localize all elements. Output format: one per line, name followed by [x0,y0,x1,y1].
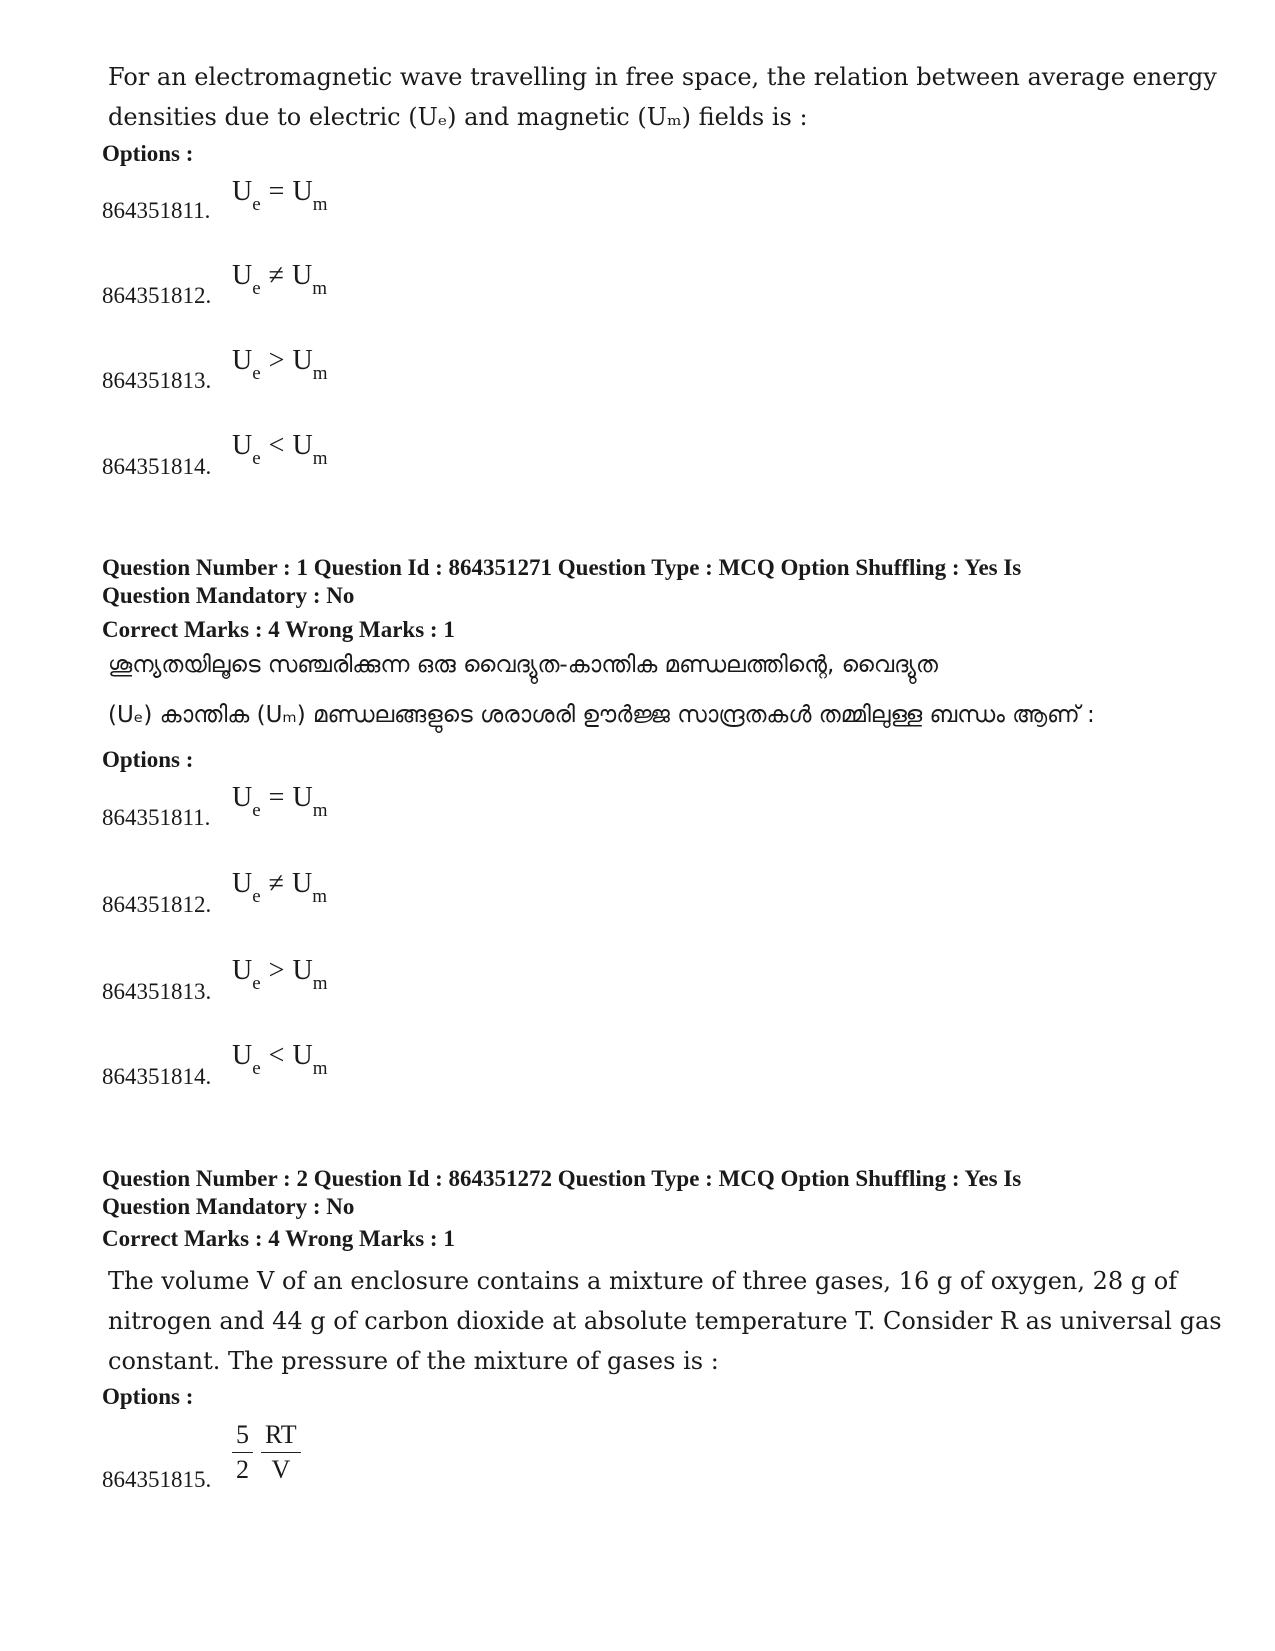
option-id: 864351812. [102,283,212,308]
option-id: 864351811. [102,805,211,830]
fraction [261,1418,301,1487]
option-expression: $U_e < U_m$ [232,1040,328,1079]
question-header [102,554,1021,610]
question-header-line: Question Number : 2 Question Id : 864351272 Question Type : MCQ Option Shuffling : Yes Is [102,1166,1022,1191]
question-text-line: ശൂന്യതയിലൂടെ സഞ്ചരിക്കുന്ന ഒരു വൈദ്യുത-കാന്തിക മണ്ഡലത്തിന്റെ, വൈദ്യുത [108,652,938,678]
option-id: 864351814. [102,454,212,479]
question-marks: Correct Marks : 4 Wrong Marks : 1 [102,617,455,642]
question-text-line: nitrogen and 44 g of carbon dioxide at absolute temperature T. Consider R as universal gas [108,1307,1222,1335]
question-text-malayalam [108,640,1188,740]
fraction-numerator: 5 [232,1418,253,1453]
question-text-line: The volume V of an enclosure contains a mixture of three gases, 16 g of oxygen, 28 g of [108,1267,1178,1295]
fraction-numerator: RT [261,1418,301,1453]
fraction-denominator: 2 [236,1455,249,1484]
options-label: Options : [102,747,194,772]
option-expression: $U_e \ne U_m$ [232,260,328,299]
option-expression: $U_e > U_m$ [232,955,328,994]
options-label: Options : [102,1384,194,1409]
fraction-denominator: V [271,1455,291,1484]
option-expression-fraction [232,1418,309,1487]
option-id: 864351814. [102,1064,212,1089]
option-expression: $U_e = U_m$ [232,782,328,821]
option-id: 864351815. [102,1467,212,1492]
question-header-line: Question Mandatory : No [102,1194,355,1219]
question-text-line: (Uₑ) കാന്തിക (Uₘ) മണ്ഡലങ്ങളുടെ ശരാശരി ഊർജ്ജ സാന്ദ്രതകൾ തമ്മിലുള്ള ബന്ധം ആണ് : [108,702,1095,728]
option-id: 864351812. [102,892,212,917]
question-marks: Correct Marks : 4 Wrong Marks : 1 [102,1226,455,1251]
option-id: 864351811. [102,198,211,223]
option-expression: $U_e < U_m$ [232,430,328,469]
option-expression: $U_e = U_m$ [232,176,328,215]
option-expression: $U_e \ne U_m$ [232,868,328,907]
question-text-english [108,1261,1222,1381]
options-label: Options : [102,141,194,166]
question-header-line: Question Number : 1 Question Id : 864351271 Question Type : MCQ Option Shuffling : Yes Is [102,555,1022,580]
question-header-line: Question Mandatory : No [102,583,355,608]
fraction [232,1418,253,1487]
question-header [102,1165,1021,1221]
question-text-line: constant. The pressure of the mixture of gases is : [108,1347,719,1375]
option-id: 864351813. [102,979,212,1004]
option-expression: $U_e > U_m$ [232,345,328,384]
question-text-line: For an electromagnetic wave travelling in free space, the relation between average energy [108,63,1217,91]
question-text-line: densities due to electric (Uₑ) and magnetic (Uₘ) fields is : [108,103,808,131]
option-id: 864351813. [102,368,212,393]
question-text-english [108,57,1217,137]
